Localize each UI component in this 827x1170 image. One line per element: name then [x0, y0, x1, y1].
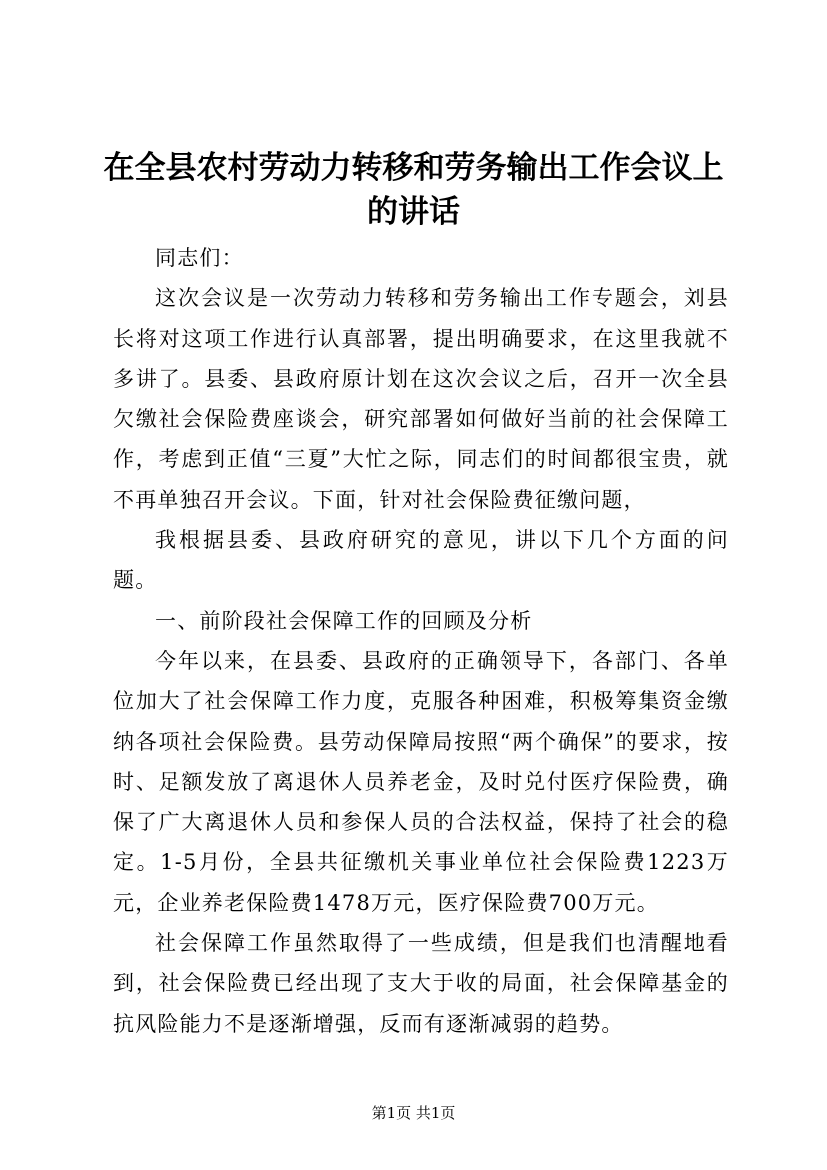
- intro-continuation-paragraph: 我根据县委、县政府研究的意见，讲以下几个方面的问题。: [113, 528, 729, 593]
- document-title: 在全县农村劳动力转移和劳务输出工作会议上的讲话: [103, 150, 724, 230]
- review-paragraph: 今年以来，在县委、县政府的正确领导下，各部门、各单位加大了社会保障工作力度，克服各种困难，积极筹集资金缴纳各项社会保险费。县劳动保障局按照“两个确保”的要求，按时、足额发放了离退休人员养老金，及时兑付医疗保险费，确保了广大离退休人员和参保人员的合法权益，保持了社会的稳定。1-5月份，全县共征缴机关事业单位社会保险费1223万元，企业养老保险费1478万元，医疗保险费700万元。: [113, 648, 729, 915]
- analysis-paragraph: 社会保障工作虽然取得了一些成绩，但是我们也清醒地看到，社会保险费已经出现了支大于收的局面，社会保障基金的抗风险能力不是逐渐增强，反而有逐渐减弱的趋势。: [113, 931, 729, 1036]
- intro-paragraph: 这次会议是一次劳动力转移和劳务输出工作专题会，刘县长将对这项工作进行认真部署，提出明确要求，在这里我就不多讲了。县委、县政府原计划在这次会议之后，召开一次全县欠缴社会保险费座谈会，研究部署如何做好当前的社会保障工作，考虑到正值“三夏”大忙之际，同志们的时间都很宝贵，就不再单独召开会议。下面，针对社会保险费征缴问题，: [113, 286, 729, 512]
- salutation-paragraph: 同志们：: [155, 246, 244, 270]
- document-body: [113, 238, 729, 1044]
- page-footer: 第1页 共1页: [371, 1104, 456, 1122]
- section-heading: 一、前阶段社会保障工作的回顾及分析: [155, 608, 533, 633]
